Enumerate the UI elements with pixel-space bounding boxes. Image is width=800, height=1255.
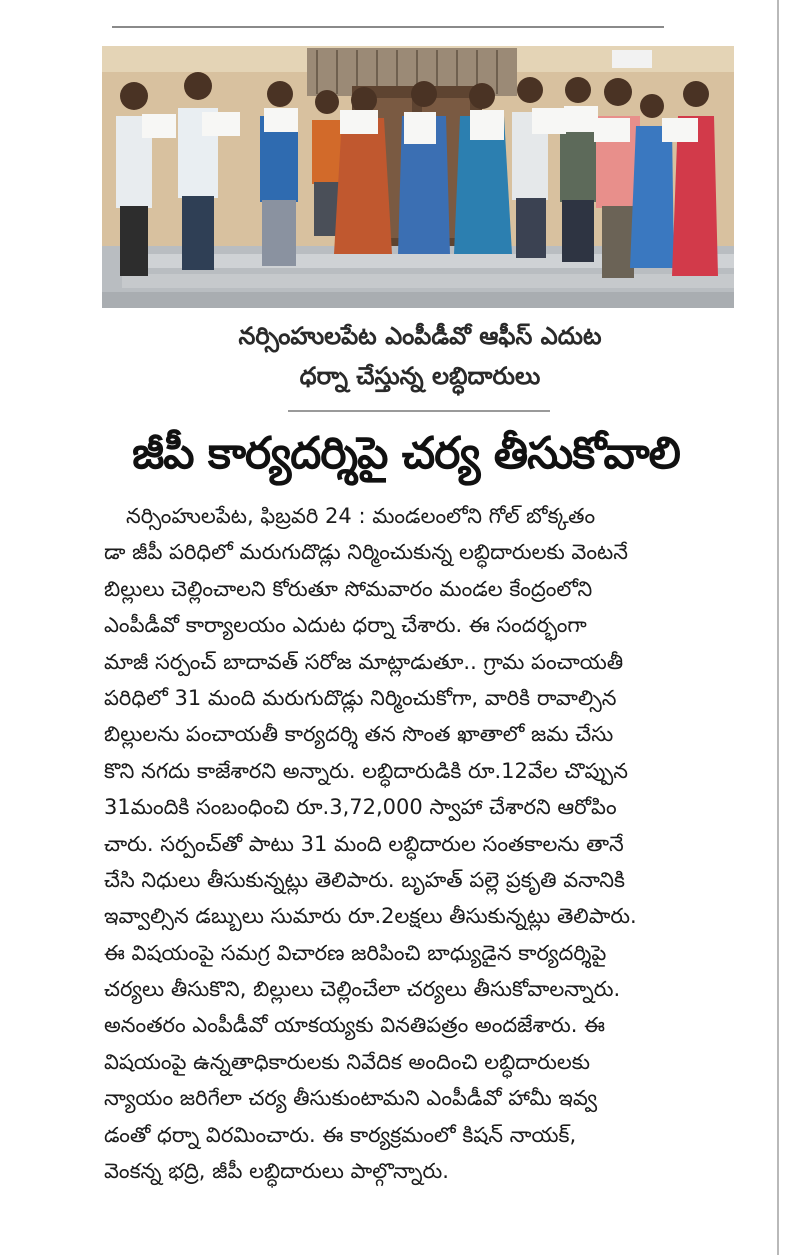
article-body (104, 498, 744, 1189)
top-divider (112, 26, 664, 28)
article-line: ఈ విషయంపై సమగ్ర విచారణ జరిపించి బాధ్యుడైన కార్యదర్శిపై (104, 940, 607, 965)
article-line: డంతో ధర్నా విరమించారు. ఈ కార్యక్రమంలో కిషన్ నాయక్, (104, 1122, 577, 1147)
article-line: చారు. సర్పంచ్‌తో పాటు 31 మంది లబ్ధిదారుల సంతకాలను తానే (104, 831, 624, 856)
article-line: ఎంపీడీవో కార్యాలయం ఎదుట ధర్నా చేశారు. ఈ సందర్భంగా (104, 613, 587, 638)
article-line: చేసి నిధులు తీసుకున్నట్లు తెలిపారు. బృహత్ పల్లె ప్రకృతి వనానికి (104, 867, 626, 892)
article-headline: జీపీ కార్యదర్శిపై చర్య తీసుకోవాలి (132, 428, 680, 479)
column-divider (777, 0, 779, 1255)
news-photo (102, 46, 734, 308)
article-line: అనంతరం ఎంపీడీవో యాకయ్యకు వినతిపత్రం అందజేశారు. ఈ (104, 1013, 605, 1038)
article-line: నర్సింహులపేట, ఫిబ్రవరి 24 : మండలంలోని గోల్ బోక్కతం (126, 504, 596, 528)
article-line: వెంకన్న భద్రి, జీపీ లబ్ధిదారులు పాల్గొన్నారు. (104, 1159, 449, 1184)
article-line: బిల్లులు చెల్లించాలని కోరుతూ సోమవారం మండల కేంద్రంలోని (104, 576, 593, 601)
article-line: మాజీ సర్పంచ్ బాదావత్ సరోజ మాట్లాడుతూ.. గ్రామ పంచాయతీ (104, 649, 624, 674)
article-line: న్యాయం జరిగేలా చర్య తీసుకుంటామని ఎంపీడీవో హామీ ఇవ్వ (104, 1086, 598, 1111)
article-line: కొని నగదు కాజేశారని అన్నారు. లబ్ధిదారుడికి రూ.12వేల చొప్పున (104, 758, 629, 783)
photo-caption-line-2: ధర్నా చేస్తున్న లబ్ధిదారులు (299, 362, 541, 390)
caption-divider (288, 410, 550, 412)
article-line: చర్యలు తీసుకొని, బిల్లులు చెల్లించేలా చర్యలు తీసుకోవాలన్నారు. (104, 977, 621, 1002)
article-line: డా జీపీ పరిధిలో మరుగుదొడ్లు నిర్మించుకున్న లబ్ధిదారులకు వెంటనే (104, 540, 628, 565)
photo-caption-line-1: నర్సింహులపేట ఎంపీడీవో ఆఫీస్ ఎదుట (238, 322, 602, 350)
article-line: పరిధిలో 31 మంది మరుగుదొడ్లు నిర్మించుకోగా, వారికి రావాల్సిన (104, 685, 617, 710)
article-line: 31మందికి సంబంధించి రూ.3,72,000 స్వాహా చేశారని ఆరోపిం (104, 795, 617, 820)
article-line: విషయంపై ఉన్నతాధికారులకు నివేదిక అందించి లబ్ధిదారులకు (104, 1049, 590, 1074)
article-line: బిల్లులను పంచాయతీ కార్యదర్శి తన సొంత ఖాతాలో జమ చేసు (104, 722, 614, 747)
article-line: ఇవ్వాల్సిన డబ్బులు సుమారు రూ.2లక్షలు తీసుకున్నట్లు తెలిపారు. (104, 904, 637, 929)
